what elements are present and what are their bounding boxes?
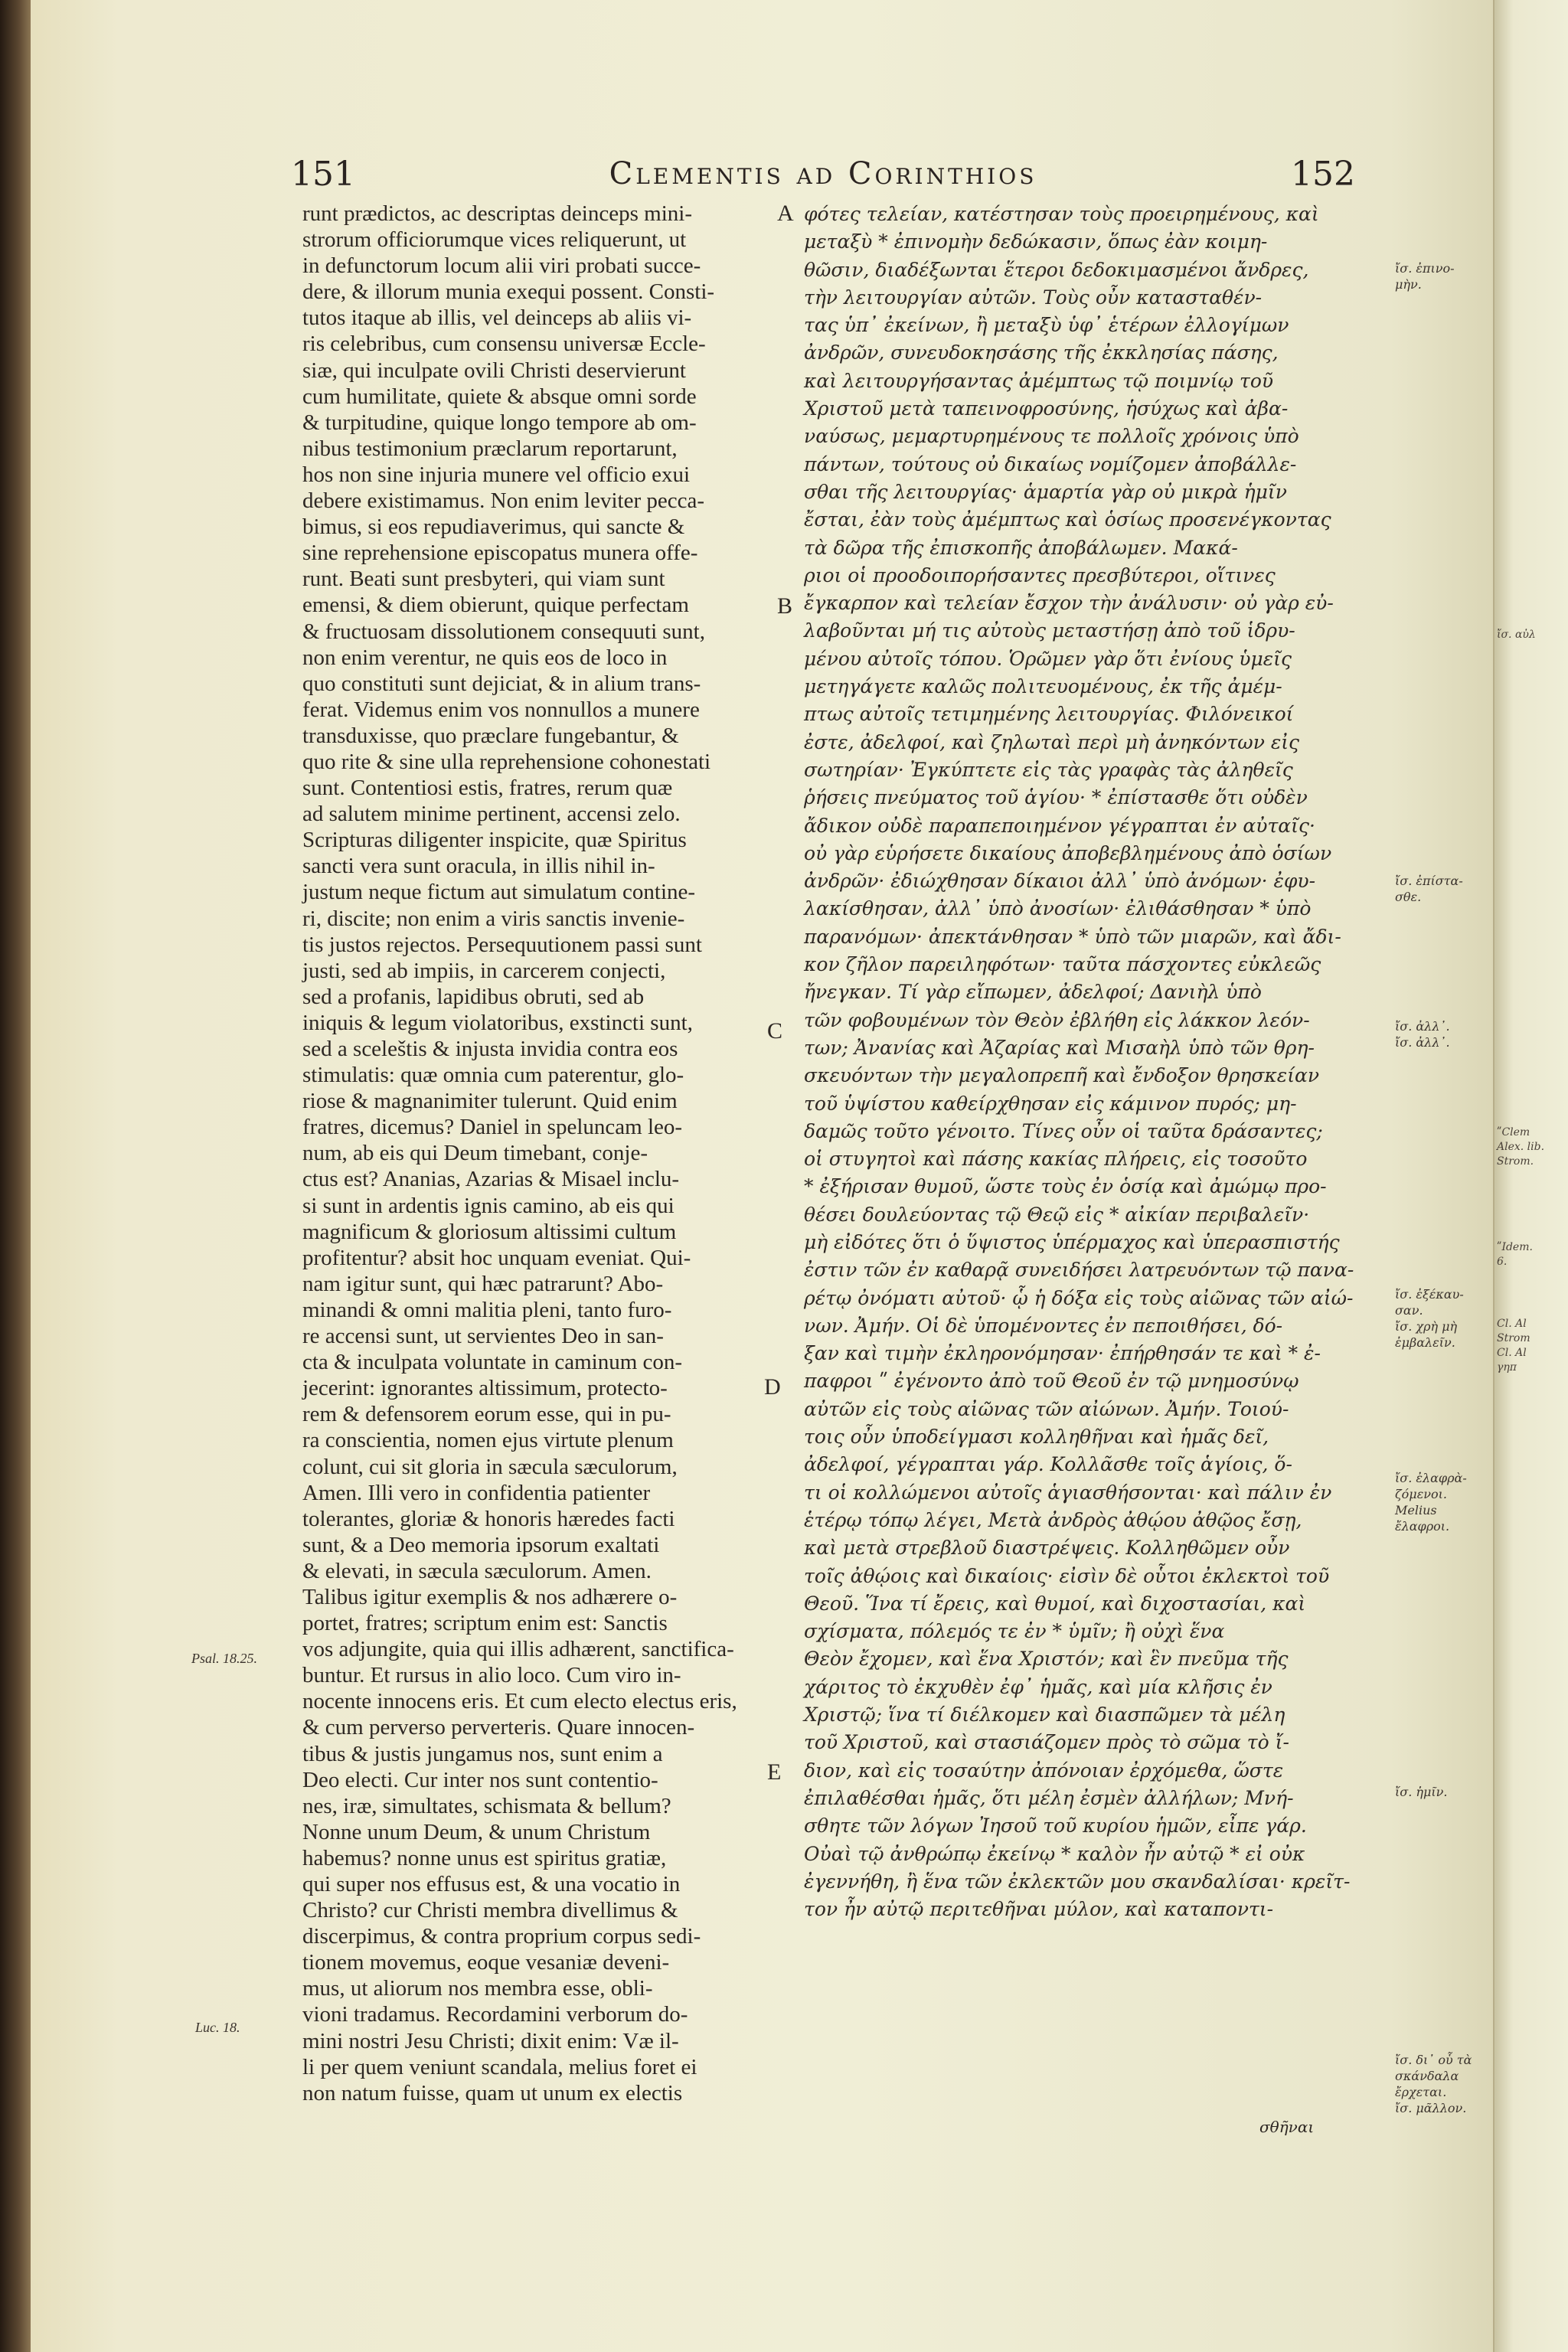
margin-note-2: ἴσ. ἐπίστα- σθε. bbox=[1395, 874, 1463, 904]
margin-note-5: ἴσ. ἐλαφρὰ- ζόμενοι. Melius ἔλαφροι. bbox=[1395, 1471, 1467, 1534]
facing-page-note-2: ʺClem Alex. lib. Strom. bbox=[1497, 1126, 1545, 1168]
section-letter-b: B bbox=[777, 593, 793, 619]
page-number-left: 151 bbox=[291, 155, 355, 194]
margin-note-3: ἴσ. ἀλλ᾽. ἴσ. ἀλλ᾽. bbox=[1395, 1019, 1450, 1050]
section-letter-e: E bbox=[767, 1759, 782, 1785]
greek-column: φότες τελείαν, κατέστησαν τοὺς προειρημένους, καὶ μεταξὺ * ἐπινομὴν δεδώκασιν, ὅπως ἐὰν κοιμη- θῶσιν, διαδέξωνται ἕτεροι δεδοκιμασμένοι ἄνδρες, τὴν λειτουργίαν αὐτῶν. Τοὺς οὖν κατασταθέν- τας ὑπ᾽ ἐκείνων, ἢ μεταξὺ ὑφ᾽ ἑτέρων ἐλλογίμων ἀνδρῶν, συνευδοκησάσης τῆς ἐκκλησίας πάσης, καὶ λειτουργήσαντας ἀμέμπτως τῷ ποιμνίῳ τοῦ Χριστοῦ μετὰ ταπεινοφροσύνης, ἡσύχως καὶ ἀβα- ναύσως, μεμαρτυρημένους τε πολλοῖς χρόνοις ὑπὸ πάντων, τούτους οὐ δικαίως νομίζομεν ἀποβάλλε- σθαι τῆς λειτουργίας· ἁμαρτία γὰρ οὐ μικρὰ ἡμῖν ἔσται, ἐὰν τοὺς ἀμέμπτως καὶ ὁσίως προσενέγκοντας τὰ δῶρα τῆς ἐπισκοπῆς ἀποβάλωμεν. Μακά- ριοι οἱ προοδοιπορήσαντες πρεσβύτεροι, οἵτινες ἔγκαρπον καὶ τελείαν ἔσχον τὴν ἀνάλυσιν· οὐ γὰρ εὐ- λαβοῦνται μή τις αὐτοὺς μεταστήσῃ ἀπὸ τοῦ ἱδρυ- μένου αὐτοῖς τόπου. Ὁρῶμεν γὰρ ὅτι ἐνίους ὑμεῖς μετηγάγετε καλῶς πολιτευομένους, ἐκ τῆς ἀμέμ- πτως αὐτοῖς τετιμημένης λειτουργίας. Φιλόνεικοί ἐστε, ἀδελφοί, καὶ ζηλωταὶ περὶ μὴ ἀνηκόντων εἰς σωτηρίαν· Ἐγκύπτετε εἰς τὰς γραφὰς τὰς ἀληθεῖς ῥήσεις πνεύματος τοῦ ἁγίου· * ἐπίστασθε ὅτι οὐδὲν ἄδικον οὐδὲ παραπεποιημένον γέγραπται ἐν αὐταῖς· οὐ γὰρ εὑρήσετε δικαίους ἀποβεβλημένους ἀπὸ ὁσίων ἀνδρῶν· ἐδιώχθησαν δίκαιοι ἀλλ᾽ ὑπὸ ἀνόμων· ἐφυ- λακίσθησαν, ἀλλ᾽ ὑπὸ ἀνοσίων· ἐλιθάσθησαν * ὑπὸ παρανόμων· ἀπεκτάνθησαν * ὑπὸ τῶν μιαρῶν, καὶ ἄδι- κον ζῆλον παρειληφότων· ταῦτα πάσχοντες εὐκλεῶς ἤνεγκαν. Τί γὰρ εἴπωμεν, ἀδελφοί; Δανιὴλ ὑπὸ τῶν φοβουμένων τὸν Θεὸν ἐβλήθη εἰς λάκκον λεόν- των; Ἀνανίας καὶ Ἀζαρίας καὶ Μισαὴλ ὑπὸ τῶν θρη- σκευόντων τὴν μεγαλοπρεπῆ καὶ ἔνδοξον θρησκείαν τοῦ ὑψίστου καθείρχθησαν εἰς κάμινον πυρός; μη- δαμῶς τοῦτο γένοιτο. Τίνες οὖν οἱ ταῦτα δράσαντες; οἱ στυγητοὶ καὶ πάσης κακίας πλήρεις, εἰς τοσοῦτο * ἐξήρισαν θυμοῦ, ὥστε τοὺς ἐν ὁσίᾳ καὶ ἀμώμῳ προ- θέσει δουλεύοντας τῷ Θεῷ εἰς * αἰκίαν περιβαλεῖν· μὴ εἰδότες ὅτι ὁ ὕψιστος ὑπέρμαχος καὶ ὑπερασπιστής ἐστιν τῶν ἐν καθαρᾷ συνειδήσει λατρευόντων τῷ πανα- ρέτῳ ὀνόματι αὐτοῦ· ᾧ ἡ δόξα εἰς τοὺς αἰῶνας τῶν αἰώ- νων. Ἀμήν. Οἱ δὲ ὑπομένοντες ἐν πεποιθήσει, δό- ξαν καὶ τιμὴν ἐκληρονόμησαν· ἐπήρθησάν τε καὶ * ἐ- παφροι ʺ ἐγένοντο ἀπὸ τοῦ Θεοῦ ἐν τῷ μνημοσύνῳ αὐτῶν εἰς τοὺς αἰῶνας τῶν αἰώνων. Ἀμήν. Τοιού- τοις οὖν ὑποδείγμασι κολληθῆναι καὶ ἡμᾶς δεῖ, ἀδελφοί, γέγραπται γάρ. Κολλᾶσθε τοῖς ἁγίοις, ὅ- τι οἱ κολλώμενοι αὐτοῖς ἁγιασθήσονται· καὶ πάλιν ἐν ἑτέρῳ τόπῳ λέγει, Μετὰ ἀνδρὸς ἀθῴου ἀθῷος ἔσῃ, καὶ μετὰ στρεβλοῦ διαστρέψεις. Κολληθῶμεν οὖν τοῖς ἀθῴοις καὶ δικαίοις· εἰσὶν δὲ οὗτοι ἐκλεκτοὶ τοῦ Θεοῦ. Ἵνα τί ἔρεις, καὶ θυμοί, καὶ διχοστασίαι, καὶ σχίσματα, πόλεμός τε ἐν * ὑμῖν; ἢ οὐχὶ ἕνα Θεὸν ἔχομεν, καὶ ἕνα Χριστόν; καὶ ἓν πνεῦμα τῆς χάριτος τὸ ἐκχυθὲν ἐφ᾽ ἡμᾶς, καὶ μία κλῆσις ἐν Χριστῷ; ἵνα τί διέλκομεν καὶ διασπῶμεν τὰ μέλη τοῦ Χριστοῦ, καὶ στασιάζομεν πρὸς τὸ σῶμα τὸ ἴ- διον, καὶ εἰς τοσαύτην ἀπόνοιαν ἐρχόμεθα, ὥστε ἐπιλαθέσθαι ἡμᾶς, ὅτι μέλη ἐσμὲν ἀλλήλων; Μνή- σθητε τῶν λόγων Ἰησοῦ τοῦ κυρίου ἡμῶν, εἶπε γάρ. Οὐαὶ τῷ ἀνθρώπῳ ἐκείνῳ * καλὸν ἦν αὐτῷ * εἰ οὐκ ἐγεννήθη, ἢ ἕνα τῶν ἐκλεκτῶν μου σκανδαλίσαι· κρεῖτ- τον ἦν αὐτῷ περιτεθῆναι μύλον, καὶ καταποντι- bbox=[804, 203, 1354, 1921]
section-letter-c: C bbox=[767, 1018, 783, 1044]
facing-page-note-4: Cl. Al Strom Cl. Al γηπ bbox=[1497, 1318, 1530, 1374]
section-letter-a: A bbox=[777, 201, 794, 226]
facing-page-edge bbox=[1493, 0, 1568, 2352]
latin-column: runt prædictos, ac descriptas deinceps mini- strorum officiorumque vices reliquerunt, ut in defunctorum locum alii viri probati succe- dere, & illorum munia exequi possent. Consti- tutos itaque ab illis, vel deinceps ab aliis vi- ris celebribus, cum consensu universæ Eccle- siæ, qui inculpate ovili Christi deservierunt cum humilitate, quiete & absque omni sorde & turpitudine, quique longo tempore ab om- nibus testimonium præclarum reportarunt, hos non sine injuria munere vel officio exui debere existimamus. Non enim leviter pecca- bimus, si eos repudiaverimus, qui sancte & sine reprehensione episcopatus munera offe- runt. Beati sunt presbyteri, qui viam sunt emensi, & diem obierunt, quique perfectam & fructuosam dissolutionem consequuti sunt, non enim verentur, ne quis eos de loco in quo constituti sunt dejiciat, & in alium trans- ferat. Videmus enim vos nonnullos a munere transduxisse, quo præclare fungebantur, & quo rite & sine ulla reprehensione cohonestati sunt. Contentiosi estis, fratres, rerum quæ ad salutem minime pertinent, accensi zelo. Scripturas diligenter inspicite, quæ Spiritus sancti vera sunt oracula, in illis nihil in- justum neque fictum aut simulatum contine- ri, discite; non enim a viris sanctis invenie- tis justos rejectos. Persequutionem passi sunt justi, sed ab impiis, in carcerem conjecti, sed a profanis, lapidibus obruti, sed ab iniquis & legum violatoribus, exstincti sunt, sed a sceleštis & injusta invidia contra eos stimulatis: quæ omnia cum paterentur, glo- riose & magnanimiter tulerunt. Quid enim fratres, dicemus? Daniel in speluncam leo- num, ab eis qui Deum timebant, conje- ctus est? Ananias, Azarias & Misael inclu- si sunt in ardentis ignis camino, ab eis qui magnificum & gloriosum altissimi cultum profitentur? absit hoc unquam eveniat. Qui- nam igitur sunt, qui hæc patrarunt? Abo- minandi & omni malitia pleni, tanto furo- re accensi sunt, ut servientes Deo in san- cta & inculpata voluntate in caminum con- jecerint: ignorantes altissimum, protecto- rem & defensorem eorum esse, qui in pu- ra conscientia, nomen ejus virtute plenum colunt, cui sit gloria in sæcula sæculorum, Amen. Illi vero in confidentia patienter tolerantes, gloriæ & honoris hæredes facti sunt, & a Deo memoria ipsorum exaltati & elevati, in sæcula sæculorum. Amen. Talibus igitur exemplis & nos adhærere o- portet, fratres; scriptum enim est: Sanctis vos adjungite, quia qui illis adhærent, sanctifica- buntur. Et rursus in alio loco. Cum viro in- nocente innocens eris. Et cum electo electus eris, & cum perverso perverteris. Quare innocen- tibus & justis jungamus nos, sunt enim a Deo electi. Cur inter nos sunt contentio- nes, iræ, simultates, schismata & bellum? Nonne unum Deum, & unum Christum habemus? nonne unus est spiritus gratiæ, qui super nos effusus est, & una vocatio in Christo? cur Christi membra divellimus & discerpimus, & contra proprium corpus sedi- tionem movemus, eoque vesaniæ deveni- mus, ut aliorum nos membra esse, obli- vioni tradamus. Recordamini verborum do- mini nostri Jesu Christi; dixit enim: Væ il- li per quem veniunt scandala, melius foret ei non natum fuisse, quam ut unum ex electis bbox=[302, 201, 737, 2105]
running-head bbox=[291, 155, 1355, 201]
margin-reference-psalm: Psal. 18.25. bbox=[191, 1651, 258, 1666]
margin-note-1: ἴσ. ἐπινο- μὴν. bbox=[1395, 261, 1455, 292]
book-spine bbox=[0, 0, 31, 2352]
margin-reference-luke: Luc. 18. bbox=[195, 2020, 240, 2035]
greek-catchword: σθῆναι bbox=[1259, 2118, 1315, 2136]
margin-note-6: ἴσ. ἡμῖν. bbox=[1395, 1785, 1448, 1799]
page-number-right: 152 bbox=[1291, 155, 1355, 194]
margin-note-4: ἴσ. ἐξέκαυ- σαν. ἴσ. χρὴ μὴ ἐμβαλεῖν. bbox=[1395, 1287, 1464, 1350]
margin-note-7: ἴσ. δι᾽ οὗ τὰ σκάνδαλα ἔρχεται. ἴσ. μᾶλλον. bbox=[1395, 2053, 1472, 2115]
facing-page-note-3: ʺIdem. 6. bbox=[1497, 1241, 1533, 1268]
facing-page-note-1: ἴσ. αὐλ bbox=[1497, 629, 1536, 641]
page-title: Clementis ad Corinthios bbox=[609, 156, 1037, 191]
section-letter-d: D bbox=[764, 1374, 781, 1400]
